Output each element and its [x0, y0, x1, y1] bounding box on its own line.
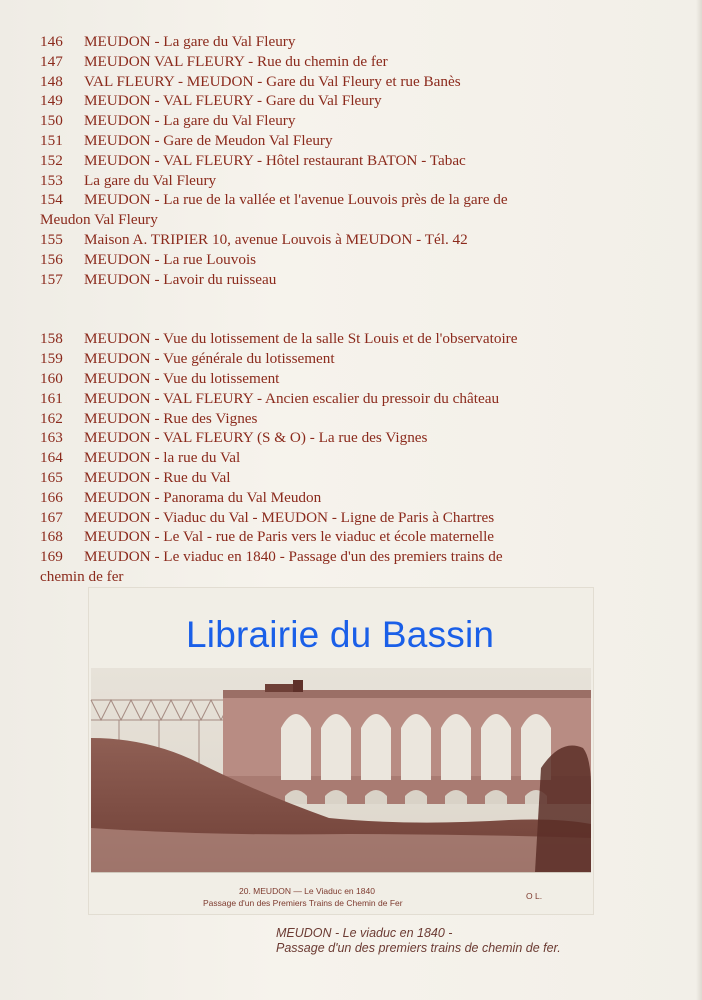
- photo-caption-line2: Passage d'un des premiers trains de chemin de fer.: [276, 941, 561, 955]
- entry-title-line: MEUDON - La rue de la vallée et l'avenue Louvois près de la gare de: [84, 191, 508, 209]
- entry-title-continuation: Meudon Val Fleury: [40, 211, 158, 229]
- entry-row: [40, 527, 600, 547]
- entry-row: [40, 52, 600, 72]
- entry-title: [84, 448, 600, 468]
- entry-number: 147: [40, 52, 63, 70]
- entry-row: [40, 409, 600, 429]
- entry-title: [84, 270, 600, 290]
- entry-title-line: MEUDON - La rue Louvois: [84, 250, 257, 268]
- watermark-text: Librairie du Bassin: [186, 614, 495, 655]
- entry-number: 151: [40, 131, 63, 149]
- entry-row: [40, 270, 600, 290]
- entry-number: 161: [40, 389, 63, 407]
- entry-number: 160: [40, 369, 63, 387]
- entry-row: [40, 349, 600, 369]
- entry-title-line: MEUDON - Vue générale du lotissement: [84, 350, 335, 368]
- entry-title-line: MEUDON - Rue des Vignes: [84, 409, 258, 427]
- entry-row: [40, 488, 600, 508]
- entry-title-line: MEUDON - Panorama du Val Meudon: [84, 488, 322, 506]
- entry-row: [40, 111, 600, 131]
- entry-row: [40, 468, 600, 488]
- entry-row: [40, 369, 600, 389]
- entry-group-b: [40, 329, 600, 586]
- entry-title-line: MEUDON VAL FLEURY - Rue du chemin de fer: [84, 52, 388, 70]
- entry-number: 163: [40, 429, 63, 447]
- entry-row: [40, 508, 600, 528]
- entry-title: [84, 488, 600, 508]
- postcard-credit: O L.: [526, 891, 543, 901]
- entry-number: 162: [40, 409, 63, 427]
- entry-title-line: MEUDON - VAL FLEURY - Gare du Val Fleury: [84, 92, 382, 110]
- entry-number: 156: [40, 250, 63, 268]
- entry-number: 153: [40, 171, 63, 189]
- entry-number: 149: [40, 92, 63, 110]
- page-edge-shadow: [696, 0, 702, 1000]
- entry-title: [84, 468, 600, 488]
- entry-title-line: MEUDON - Vue du lotissement: [84, 369, 280, 387]
- entry-title: [84, 52, 600, 72]
- entry-row: [40, 91, 600, 111]
- entry-title-line: MEUDON - Rue du Val: [84, 468, 231, 486]
- entry-title: [84, 428, 600, 448]
- postcard-caption-line2: Passage d'un des Premiers Trains de Chemin de Fer: [203, 898, 403, 908]
- entry-row: [40, 131, 600, 151]
- entry-title: [84, 329, 600, 349]
- entry-title: [84, 230, 600, 250]
- entry-number: 155: [40, 230, 63, 248]
- entry-row: [40, 32, 600, 52]
- entry-number: 148: [40, 72, 63, 90]
- entry-number: 157: [40, 270, 63, 288]
- entry-title-line: La gare du Val Fleury: [84, 171, 217, 189]
- entry-title-line: MEUDON - VAL FLEURY - Ancien escalier du pressoir du château: [84, 389, 500, 407]
- entry-title: [84, 111, 600, 131]
- entry-title: [84, 409, 600, 429]
- entry-row: [40, 151, 600, 171]
- photo-caption: [276, 926, 561, 956]
- entry-row: [40, 230, 600, 250]
- entry-number: 168: [40, 528, 63, 546]
- entry-title-line: VAL FLEURY - MEUDON - Gare du Val Fleury et rue Banès: [84, 72, 461, 90]
- entry-title-line: MEUDON - Viaduc du Val - MEUDON - Ligne de Paris à Chartres: [84, 508, 495, 526]
- entry-title-line: MEUDON - La gare du Val Fleury: [84, 112, 296, 130]
- entry-row: [40, 250, 600, 270]
- entry-title: [84, 508, 600, 528]
- entry-row: [40, 389, 600, 409]
- entry-title: [84, 171, 600, 191]
- entry-title: [84, 349, 600, 369]
- entry-title-line: MEUDON - la rue du Val: [84, 449, 241, 467]
- entry-title-continuation: chemin de fer: [40, 567, 124, 585]
- postcard-caption-line1: 20. MEUDON — Le Viaduc en 1840: [239, 886, 375, 896]
- entry-row: [40, 329, 600, 349]
- entry-number: 152: [40, 151, 63, 169]
- entry-row: [40, 547, 600, 587]
- entry-title: [84, 91, 600, 111]
- entry-title-line: MEUDON - VAL FLEURY (S & O) - La rue des Vignes: [84, 429, 428, 447]
- entry-list: [40, 32, 600, 587]
- entry-row: [40, 428, 600, 448]
- entry-title-line: MEUDON - Lavoir du ruisseau: [84, 270, 277, 288]
- entry-number: 166: [40, 488, 63, 506]
- entry-title-line: MEUDON - VAL FLEURY - Hôtel restaurant BATON - Tabac: [84, 151, 466, 169]
- entry-title: [84, 151, 600, 171]
- entry-title-line: MEUDON - Le viaduc en 1840 - Passage d'un des premiers trains de: [84, 548, 503, 566]
- entry-number: 150: [40, 112, 63, 130]
- entry-title-line: MEUDON - Vue du lotissement de la salle St Louis et de l'observatoire: [84, 330, 518, 348]
- entry-title-line: Maison A. TRIPIER 10, avenue Louvois à MEUDON - Tél. 42: [84, 230, 468, 248]
- entry-number: 165: [40, 468, 63, 486]
- entry-row: [40, 190, 600, 230]
- entry-number: 158: [40, 330, 63, 348]
- entry-row: [40, 448, 600, 468]
- entry-title-line: MEUDON - Le Val - rue de Paris vers le viaduc et école maternelle: [84, 528, 495, 546]
- entry-number: 164: [40, 449, 63, 467]
- entry-number: 169: [40, 548, 63, 566]
- photo-caption-line1: MEUDON - Le viaduc en 1840 -: [276, 926, 453, 940]
- entry-title: [84, 72, 600, 92]
- entry-row: [40, 171, 600, 191]
- entry-title-line: MEUDON - Gare de Meudon Val Fleury: [84, 131, 333, 149]
- entry-group-a: [40, 32, 600, 289]
- entry-row: [40, 72, 600, 92]
- entry-title: [84, 527, 600, 547]
- entry-title: [84, 131, 600, 151]
- entry-title: [84, 250, 600, 270]
- entry-title: [84, 389, 600, 409]
- entry-title: [84, 369, 600, 389]
- entry-title-line: MEUDON - La gare du Val Fleury: [84, 33, 296, 50]
- entry-title: [84, 32, 600, 52]
- entry-number: 146: [40, 33, 63, 50]
- entry-number: 154: [40, 191, 63, 209]
- entry-number: 159: [40, 350, 63, 368]
- group-spacer: [40, 289, 600, 329]
- entry-number: 167: [40, 508, 63, 526]
